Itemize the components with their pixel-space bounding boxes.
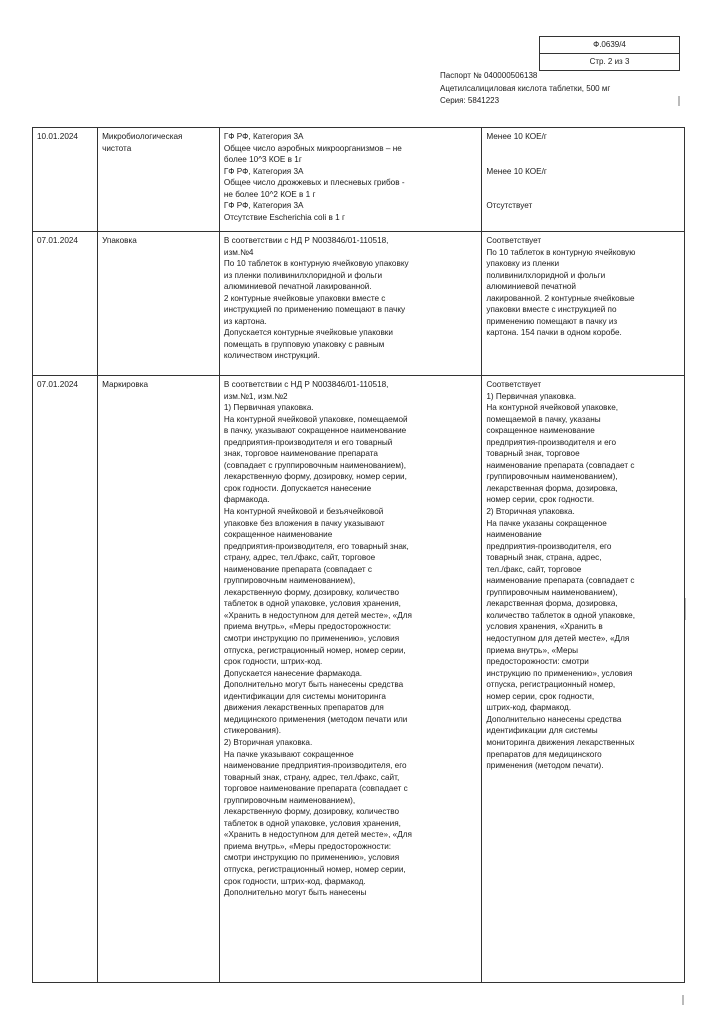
test-parameter-line: Упаковка bbox=[102, 236, 137, 245]
requirement-text-line: отпуска, регистрационный номер, номер серии, bbox=[223, 864, 406, 874]
result-text-line: На пачке указаны сокращенное bbox=[486, 518, 607, 528]
requirement-text-line: отпуска, регистрационный номер, номер серии, bbox=[223, 645, 406, 655]
requirement-text-line: «Хранить в недоступном для детей месте», «Для bbox=[223, 610, 412, 620]
test-date: 10.01.2024 bbox=[33, 128, 98, 232]
requirement-text-line: ГФ РФ, Категория 3А bbox=[223, 132, 304, 141]
requirement-text-line: изм.№4 bbox=[223, 247, 254, 257]
result-text-line: лекарственная форма, дозировка, bbox=[486, 483, 618, 493]
requirement-text-line: таблеток в одной упаковке, условия хранения, bbox=[223, 818, 401, 828]
result-text-line bbox=[486, 143, 680, 155]
result-text-line: Соответствует bbox=[486, 236, 542, 245]
requirement-text-line: торговое наименование препарата (совпадает с bbox=[223, 784, 408, 794]
requirement-text-line: наименование препарата (совпадает с bbox=[223, 564, 372, 574]
result-text-line: Дополнительно нанесены средства bbox=[486, 714, 622, 724]
result-text-line: инструкцию по применению», условия bbox=[486, 668, 633, 678]
requirement-text-line: ГФ РФ, Категория 3А bbox=[223, 166, 304, 176]
result-text-line: товарный знак, страна, адрес, bbox=[486, 553, 602, 563]
result-text-line: штрих-код, фармакод. bbox=[486, 703, 572, 713]
result-text-line: наименование препарата (совпадает с bbox=[486, 576, 635, 586]
requirement-text-line: Общее число дрожжевых и плесневых грибов - bbox=[223, 178, 405, 188]
table-row bbox=[33, 376, 685, 983]
requirement-text-line: приема внутрь», «Меры предосторожности: bbox=[223, 622, 392, 632]
requirement-text-line: предприятия-производителя и его товарный bbox=[223, 437, 393, 447]
requirement-text-line: На контурной ячейковой и безъячейковой bbox=[223, 507, 384, 517]
requirement-text-line: знак, торговое наименование препарата bbox=[223, 449, 378, 459]
result-text-line: 1) Первичная упаковка. bbox=[486, 391, 577, 401]
result-text-line: количество таблеток в одной упаковке, bbox=[486, 610, 636, 620]
form-code-box bbox=[539, 36, 680, 71]
requirement-text-line: лекарственную форму, дозировку, номер серии, bbox=[223, 472, 407, 482]
requirement-text-line: Общее число аэробных микроорганизмов – не bbox=[223, 143, 402, 153]
requirement-text-line: Допускается контурные ячейковые упаковки bbox=[223, 328, 393, 338]
result-text-line: лекарственная форма, дозировка, bbox=[486, 599, 618, 609]
form-code: Ф.0639/4 bbox=[593, 40, 626, 49]
requirement-text-line: наименование предприятия-производителя, его bbox=[223, 761, 407, 771]
result-text-line: лакированной. 2 контурные ячейковые bbox=[486, 293, 635, 303]
requirement-text-line: (совпадает с группировочным наименованием), bbox=[223, 460, 406, 470]
requirement-text-line: По 10 таблеток в контурную ячейковую упаковку bbox=[223, 259, 409, 269]
result-text-line: мониторинга движения лекарственных bbox=[486, 737, 635, 747]
scan-artifact bbox=[678, 96, 680, 106]
requirement-text-line: В соответствии с НД Р N003846/01-110518, bbox=[223, 380, 389, 389]
result-text-line: наименование bbox=[486, 530, 542, 540]
test-parameter bbox=[98, 232, 220, 376]
result-text-line: номер серии, срок годности. bbox=[486, 495, 595, 505]
result-text-line: тел./факс, сайт, торговое bbox=[486, 564, 582, 574]
requirement-text-line: срок годности, штрих-код, фармакод. bbox=[223, 876, 366, 886]
requirement-text-line: сокращенное наименование bbox=[223, 530, 333, 540]
requirement-text-line: срок годности. Допускается нанесение bbox=[223, 483, 372, 493]
test-parameter-line: Маркировка bbox=[102, 380, 149, 389]
requirement-text-line: предприятия-производителя, его товарный знак, bbox=[223, 541, 409, 551]
result-text-line: Менее 10 КОЕ/г bbox=[486, 132, 547, 141]
result-text-line: 2) Вторичная упаковка. bbox=[486, 507, 575, 517]
requirement-text-line: инструкцией по применению помещают в пачку bbox=[223, 305, 406, 315]
requirement-text-line: ГФ РФ, Категория 3А bbox=[223, 201, 304, 211]
result-text bbox=[482, 128, 685, 232]
requirement-text-line: приема внутрь», «Меры предосторожности: bbox=[223, 841, 392, 851]
requirement-text-line: лекарственную форму, дозировку, количество bbox=[223, 807, 400, 817]
result-text-line: Соответствует bbox=[486, 380, 542, 389]
requirement-text-line: смотри инструкцию по применению», условия bbox=[223, 853, 400, 863]
result-text-line: препаратов для медицинского bbox=[486, 749, 602, 759]
result-text-line: предприятия-производителя, его bbox=[486, 541, 612, 551]
requirement-text-line: Отсутствие Escherichia coli в 1 г bbox=[223, 212, 345, 222]
result-text-line: применения (методом печати). bbox=[486, 761, 604, 771]
requirement-text-line: движения лекарственных препаратов для bbox=[223, 703, 384, 713]
requirement-text-line: Дополнительно могут быть нанесены bbox=[223, 888, 367, 898]
requirement-text-line: товарный знак, страну, адрес, тел./факс, сайт, bbox=[223, 772, 400, 782]
result-text-line bbox=[486, 189, 680, 201]
result-text bbox=[482, 376, 685, 983]
result-text-line bbox=[486, 154, 680, 166]
test-parameter bbox=[98, 376, 220, 983]
table-row bbox=[33, 128, 685, 232]
result-text-line: упаковку из пленки bbox=[486, 259, 560, 269]
requirement-text-line: смотри инструкцию по применению», условия bbox=[223, 634, 400, 644]
result-text-line: применению помещают в пачку из bbox=[486, 316, 618, 326]
result-text-line: предприятия-производителя и его bbox=[486, 437, 616, 447]
test-results-table bbox=[32, 127, 685, 983]
requirement-text-line: из пленки поливинилхлоридной и фольги bbox=[223, 270, 383, 280]
result-text-line: сокращенное наименование bbox=[486, 426, 595, 436]
requirement-text-line: алюминиевой печатной лакированной. bbox=[223, 282, 372, 292]
requirement-text-line: количеством инструкций. bbox=[223, 351, 320, 361]
result-text-line: группировочным наименованием), bbox=[486, 472, 618, 482]
requirement-text-line: В соответствии с НД Р N003846/01-110518, bbox=[223, 236, 389, 245]
requirement-text-line: 2) Вторичная упаковка. bbox=[223, 737, 313, 747]
result-text bbox=[482, 232, 685, 376]
requirement-text-line: медицинского применения (методом печати или bbox=[223, 714, 408, 724]
test-parameter-line: Микробиологическая bbox=[102, 132, 183, 141]
result-text-line bbox=[486, 177, 680, 189]
result-text-line: поливинилхлоридной и фольги bbox=[486, 270, 606, 280]
requirement-text-line: идентификации для системы мониторинга bbox=[223, 691, 386, 701]
requirement-text-line: фармакода. bbox=[223, 495, 270, 505]
result-text-line: Отсутствует bbox=[486, 201, 533, 211]
requirement-text-line: На пачке указывают сокращенное bbox=[223, 749, 354, 759]
result-text-line: упаковки вместе с инструкцией по bbox=[486, 305, 617, 315]
requirement-text-line: группировочным наименованием), bbox=[223, 795, 356, 805]
series-number: Серия: 5841223 bbox=[440, 96, 500, 105]
test-parameter bbox=[98, 128, 220, 232]
page-number: Стр. 2 из 3 bbox=[540, 53, 679, 70]
result-text-line: По 10 таблеток в контурную ячейковую bbox=[486, 247, 636, 257]
result-text-line: помещаемой в пачку, указаны bbox=[486, 414, 601, 424]
requirement-text bbox=[219, 128, 481, 232]
result-text-line: На контурной ячейковой упаковке, bbox=[486, 403, 619, 413]
requirement-text-line: помещать в групповую упаковку с равным bbox=[223, 339, 385, 349]
test-date: 07.01.2024 bbox=[33, 376, 98, 983]
requirement-text-line: На контурной ячейковой упаковке, помещаемой bbox=[223, 414, 408, 424]
requirement-text-line: 1) Первичная упаковка. bbox=[223, 403, 314, 413]
result-text-line: товарный знак, торговое bbox=[486, 449, 580, 459]
result-text-line: группировочным наименованием), bbox=[486, 587, 618, 597]
requirement-text-line: группировочным наименованием), bbox=[223, 576, 356, 586]
result-text-line: условия хранения, «Хранить в bbox=[486, 622, 603, 632]
requirement-text-line: таблеток в одной упаковке, условия хранения, bbox=[223, 599, 401, 609]
result-text-line: идентификации для системы bbox=[486, 726, 598, 736]
result-text-line: Менее 10 КОЕ/г bbox=[486, 166, 547, 176]
result-text-line: предосторожности: смотри bbox=[486, 657, 589, 667]
requirement-text-line: «Хранить в недоступном для детей месте», «Для bbox=[223, 830, 412, 840]
test-parameter-line: чистота bbox=[102, 143, 132, 153]
requirement-text-line: страну, адрес, тел./факс, сайт, торговое bbox=[223, 553, 376, 563]
requirement-text-line: в пачку, указывают сокращенное наименование bbox=[223, 426, 407, 436]
result-text-line: отпуска, регистрационный номер, bbox=[486, 680, 616, 690]
result-text-line: номер серии, срок годности, bbox=[486, 691, 595, 701]
requirement-text-line: срок годности, штрих-код. bbox=[223, 657, 323, 667]
requirement-text-line: лекарственную форму, дозировку, количество bbox=[223, 587, 400, 597]
test-date: 07.01.2024 bbox=[33, 232, 98, 376]
requirement-text-line: изм.№1, изм.№2 bbox=[223, 391, 288, 401]
requirement-text bbox=[219, 232, 481, 376]
requirement-text-line: из картона. bbox=[223, 316, 267, 326]
result-text-line: приема внутрь», «Меры bbox=[486, 645, 579, 655]
result-text-line: наименование препарата (совпадает с bbox=[486, 460, 635, 470]
requirement-text-line: Допускается нанесение фармакода. bbox=[223, 668, 363, 678]
table-row bbox=[33, 232, 685, 376]
requirement-text-line: стикерования). bbox=[223, 726, 281, 736]
requirement-text bbox=[219, 376, 481, 983]
result-text-line: картона. 154 пачки в одном коробе. bbox=[486, 328, 622, 338]
result-text-line: алюминиевой печатной bbox=[486, 282, 576, 292]
requirement-text-line: более 10^3 КОЕ в 1г bbox=[223, 155, 302, 165]
result-text-line: недоступном для детей месте», «Для bbox=[486, 634, 630, 644]
product-name: Ацетилсалициловая кислота таблетки, 500 мг bbox=[440, 83, 611, 93]
requirement-text-line: Дополнительно могут быть нанесены средства bbox=[223, 680, 404, 690]
passport-header bbox=[440, 70, 610, 108]
scan-artifact bbox=[682, 995, 684, 1005]
requirement-text-line: не более 10^2 КОЕ в 1 г bbox=[223, 189, 316, 199]
requirement-text-line: 2 контурные ячейковые упаковки вместе с bbox=[223, 293, 386, 303]
passport-number: Паспорт № 040000506138 bbox=[440, 71, 538, 80]
requirement-text-line: упаковке без вложения в пачку указывают bbox=[223, 518, 385, 528]
